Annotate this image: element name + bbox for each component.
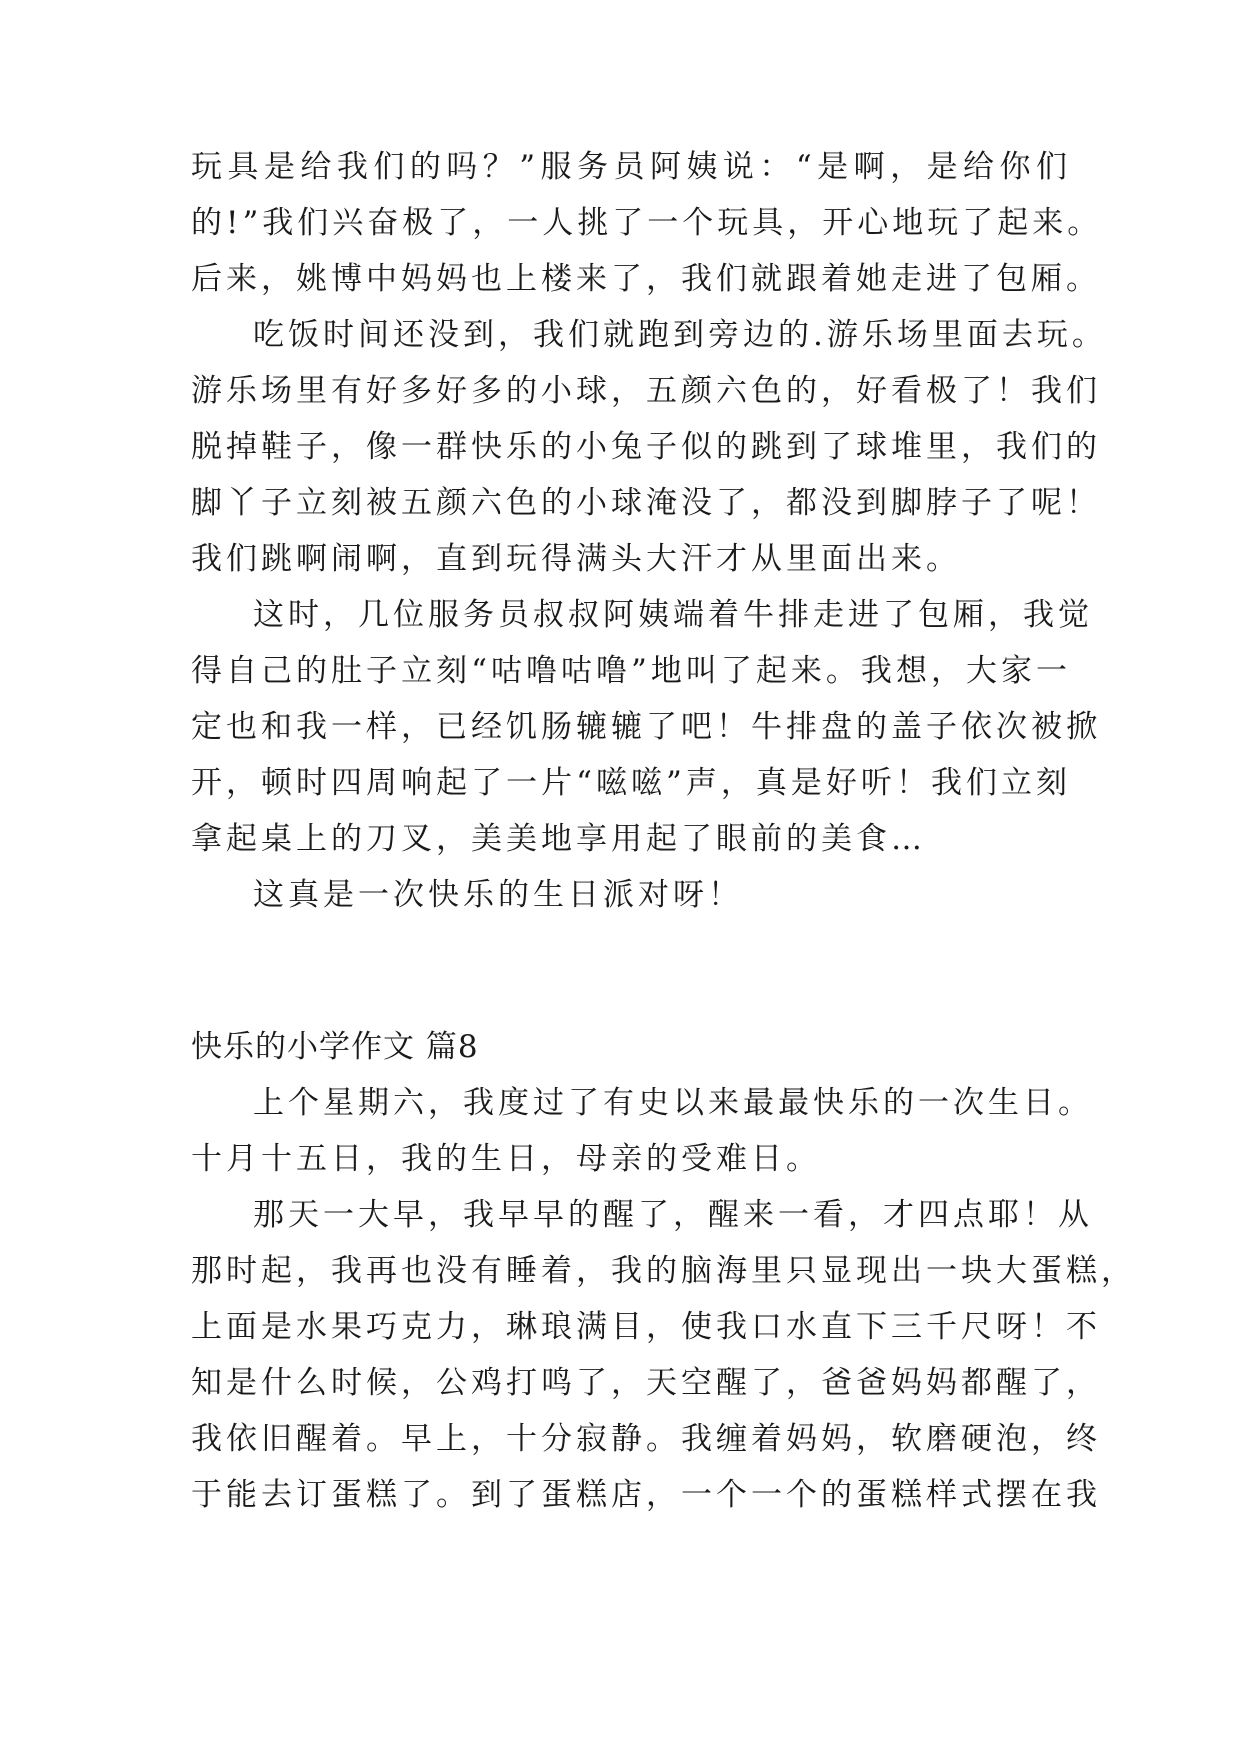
text-line: 那时起，我再也没有睡着，我的脑海里只显现出一块大蛋糕， — [191, 1253, 1136, 1289]
text-line: 吃饭时间还没到，我们就跑到旁边的.游乐场里面去玩。 — [253, 317, 1107, 353]
text-line: 那天一大早，我早早的醒了，醒来一看，才四点耶！从 — [253, 1197, 1093, 1233]
section-heading: 快乐的小学作文 篇8 — [191, 1029, 479, 1065]
text-line: 上面是水果巧克力，琳琅满目，使我口水直下三千尺呀！不 — [191, 1309, 1101, 1345]
text-line: 脱掉鞋子，像一群快乐的小兔子似的跳到了球堆里，我们的 — [191, 429, 1101, 465]
text-line: 脚丫子立刻被五颜六色的小球淹没了，都没到脚脖子了呢！ — [191, 485, 1101, 521]
text-line: 上个星期六，我度过了有史以来最最快乐的一次生日。 — [253, 1085, 1093, 1121]
text-line: 游乐场里有好多好多的小球，五颜六色的，好看极了！我们 — [191, 373, 1101, 409]
text-line: 这真是一次快乐的生日派对呀！ — [253, 877, 743, 913]
text-line: 得自己的肚子立刻“咕噜咕噜”地叫了起来。我想，大家一 — [191, 653, 1071, 689]
text-line: 十月十五日，我的生日，母亲的受难日。 — [191, 1141, 821, 1177]
text-line: 这时，几位服务员叔叔阿姨端着牛排走进了包厢，我觉 — [253, 597, 1093, 633]
text-line: 开，顿时四周响起了一片“嗞嗞”声，真是好听！我们立刻 — [191, 765, 1071, 801]
text-line: 后来，姚博中妈妈也上楼来了，我们就跟着她走进了包厢。 — [191, 261, 1101, 297]
text-line: 我依旧醒着。早上，十分寂静。我缠着妈妈，软磨硬泡，终 — [191, 1421, 1101, 1457]
text-line: 的!”我们兴奋极了，一人挑了一个玩具，开心地玩了起来。 — [191, 205, 1103, 241]
text-line: 定也和我一样，已经饥肠辘辘了吧！牛排盘的盖子依次被掀 — [191, 709, 1101, 745]
text-line: 知是什么时候，公鸡打鸣了，天空醒了，爸爸妈妈都醒了， — [191, 1365, 1101, 1401]
text-line: 我们跳啊闹啊，直到玩得满头大汗才从里面出来。 — [191, 541, 961, 577]
text-line: 玩具是给我们的吗？”服务员阿姨说：“是啊，是给你们 — [191, 149, 1071, 185]
text-line: 拿起桌上的刀叉，美美地享用起了眼前的美食… — [191, 821, 926, 857]
text-line: 于能去订蛋糕了。到了蛋糕店，一个一个的蛋糕样式摆在我 — [191, 1477, 1101, 1513]
